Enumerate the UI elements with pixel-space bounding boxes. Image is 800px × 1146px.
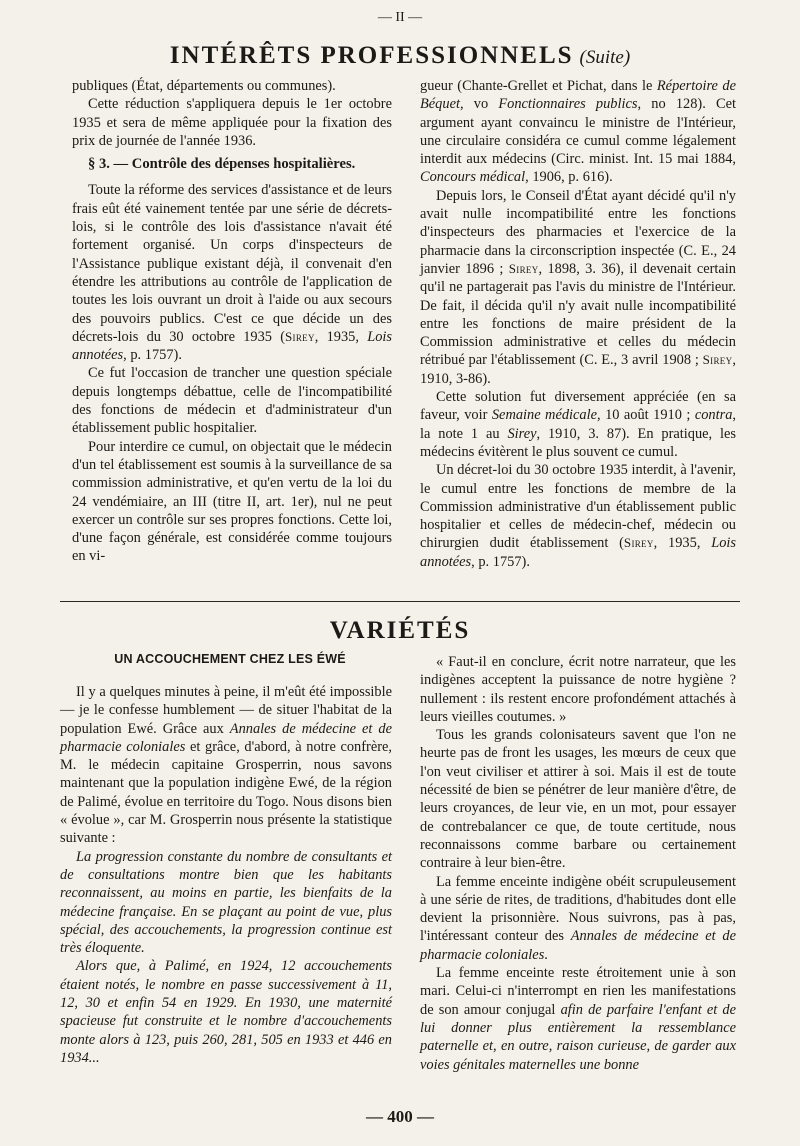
paragraph: Tous les grands colonisateurs savent que l'on ne heurte pas de front les usages, les mœurs de ceux que l'on veut civiliser et attirer à soi. Mais il est de toute nécessité de bien se pénétrer de leur manière d'être, de leurs croyances, de leur vie, en un mot, pour essayer de contrebalancer ce que, de toute certitude, nous reconnaissons comme barbare ou certainement contraire à leur bien-être. <box>420 727 736 872</box>
paragraph: La femme enceinte indigène obéit scrupuleusement à une série de rites, de traditions, d'habitudes dont elle devient la prisonnière. Nous suivrons, pas à pas, l'intéressant conteur des Annales de médecine et de pharmacie coloniales. <box>420 873 736 963</box>
paragraph: Depuis lors, le Conseil d'État ayant décidé qu'il n'y avait nulle incompatibilité entre les fonctions d'inspecteurs des pharmacies et l'exercice de la pharmacie dans la circonscription inspectée (C. E., 24 janvier 1896 ; Sirey, 1898, 3. 36), il devenait certain qu'il ne partagerait pas l'avis du ministre de l'Intérieur. De fait, il décida qu'il n'y avait nulle incompatibilité entre les fonctions de maire président de la Commission administrative et celles du médecin rétribué par l'établissement (C. E., 3 avril 1908 ; Sirey, 1910, 3-86). <box>420 187 736 387</box>
column-bottom-right <box>420 653 736 1074</box>
page-number: — 400 — <box>366 1107 434 1126</box>
paragraph: Un décret-loi du 30 octobre 1935 interdit, à l'avenir, le cumul entre les fonctions de membre de la Commission administrative d'un établissement public hospitalier et celles de médecin-chef, médecin ou chirurgien dudit établissement (Sirey, 1935, Lois annotées, p. 1757). <box>420 462 737 570</box>
paragraph: publiques (État, départements ou communes). <box>72 78 336 94</box>
paragraph: gueur (Chante-Grellet et Pichat, dans le Répertoire de Béquet, vo Fonctionnaires publics, no 128). Cet argument ayant convaincu le ministre de l'Intérieur, une circulaire considéra ce cumul comme légalement interdit aux médecins (Circ. minist. Int. 15 mai 1884, Concours médical, 1906, p. 616). <box>420 78 736 186</box>
paragraph: La femme enceinte reste étroitement unie à son mari. Celui-ci n'interrompt en rien les manifestations de son amour conjugal afin de parfaire l'enfant et de lui donner plus entièrement la ressemblance paternelle et, en outre, raison curieuse, de garder aux voies génitales maternelles une bonne <box>420 965 737 1073</box>
paragraph: Pour interdire ce cumul, on objectait que le médecin d'un tel établissement est soumis à la surveillance de sa commission administrative, et qu'en vertu de la loi du 24 vendémiaire, an III (titre II, art. 1er), nul ne peut exercer un contrôle sur ses propres fonctions. Cette loi, d'une façon générale, est considérée comme toujours en vi- <box>72 438 392 565</box>
quoted-paragraph: Alors que, à Palimé, en 1924, 12 accouchements étaient notés, le nombre en passe successivement à 11, 12, 30 et enfin 54 en 1929. En 1930, une maternité spacieuse fut construite et le nombre d'accouchements monte alors à 123, puis 260, 281, 505 en 1933 et 446 en 1934... <box>60 958 392 1066</box>
section-divider <box>60 601 740 602</box>
column-top-left <box>72 77 392 566</box>
paragraph: Cette réduction s'appliquera depuis le 1er octobre 1935 et sera de même appliquée pour la fixation des prix de journée de l'année 1936. <box>72 96 392 149</box>
subsection-heading: § 3. — Contrôle des dépenses hospitalières. <box>88 156 356 173</box>
article-title: UN ACCOUCHEMENT CHEZ LES ÉWÉ <box>114 652 346 666</box>
paragraph: Il y a quelques minutes à peine, il m'eût été impossible — je le confesse humblement — de situer l'habitat de la population Ewé. Grâce aux Annales de médecine et de pharmacie coloniales et grâce, d'abord, à notre confrère, M. le médecin capitaine Grosperrin, nous savons maintenant que la population indigène Ewé, de la région de Palimé, évolue en territoire du Togo. Nous disons bien « évolue », car M. Grosperrin nous présente la statistique suivante : <box>60 684 393 847</box>
quoted-paragraph: La progression constante du nombre de consultants et de consultations montre bien que les habitants reconnaissent, au moins en partie, les bienfaits de la médecine française. En se plaçant au point de vue, plus spécial, des accouchements, la progression continue est très éloquente. <box>60 848 392 957</box>
section-title-suite: (Suite) <box>579 47 631 68</box>
paragraph: Ce fut l'occasion de trancher une question spéciale depuis longtemps débattue, celle de l'incompatibilité des fonctions de médecin et d'administrateur d'un établissement public hospitalier. <box>72 365 392 437</box>
paragraph: Toute la réforme des services d'assistance et de leurs frais eût été vainement tentée par une série de décrets-lois, si le contrôle des lois d'assistance n'avait été fortement organisé. Un corps d'inspecteurs de l'Assistance publique existant déjà, il convenait d'en étendre les attributions au contrôle de l'application de toutes les lois ouvrant un droit à l'aide ou aux secours des pouvoirs publics. C'est ce que décide un des décrets-lois du 30 octobre 1935 (Sirey, 1935, Lois annotées, p. 1757). <box>72 182 393 364</box>
page-folio: — II — <box>377 10 423 25</box>
column-bottom-left <box>60 683 392 1067</box>
paragraph: « Faut-il en conclure, écrit notre narrateur, que les indigènes acceptent la puissance de notre hygiène ? nullement : ils restent encore profondément attachés à leurs vieilles coutumes. » <box>420 654 736 725</box>
section-title-main: INTÉRÊTS PROFESSIONNELS <box>169 42 574 69</box>
paragraph: Cette solution fut diversement appréciée (en sa faveur, voir Semaine médicale, 10 août 1910 ; contra, la note 1 au Sirey, 1910, 3. 87). En pratique, les médecins évitèrent le plus souvent ce cumul. <box>420 389 736 460</box>
column-top-right <box>420 77 736 571</box>
varietes-heading: VARIÉTÉS <box>329 617 471 644</box>
section-title <box>0 42 800 70</box>
